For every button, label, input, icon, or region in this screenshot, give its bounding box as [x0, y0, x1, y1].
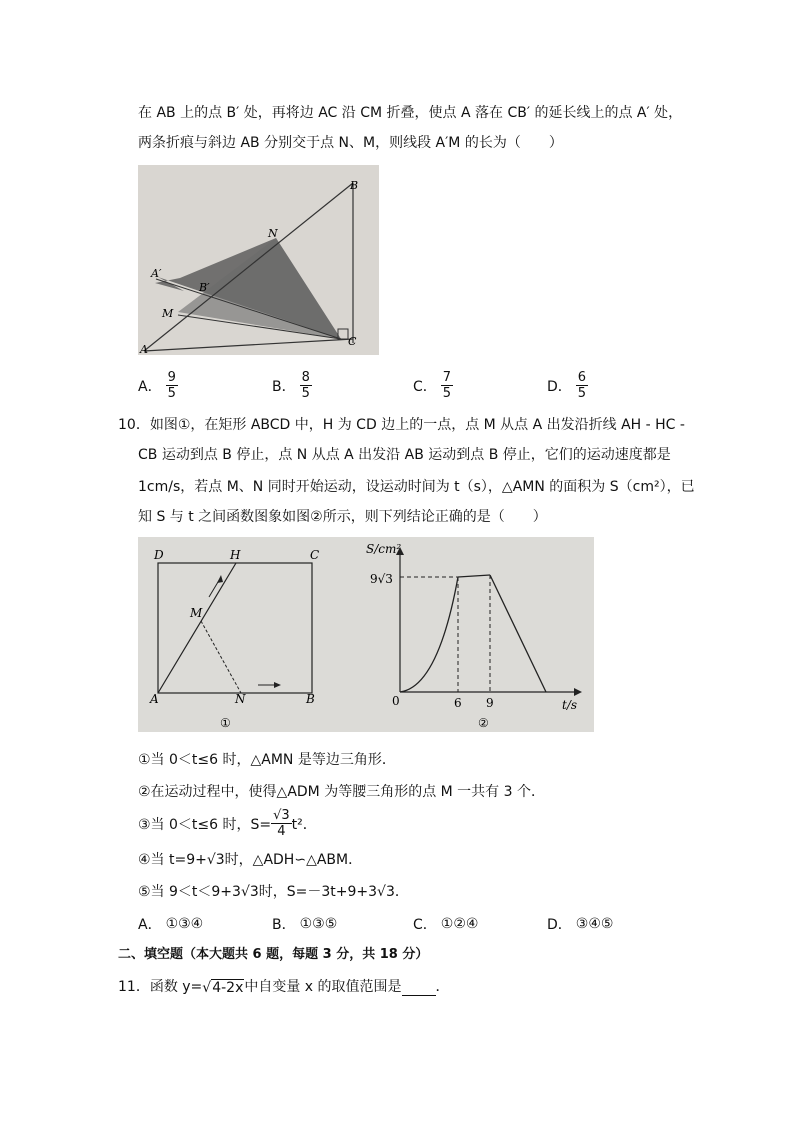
fig9-label-N: N	[268, 227, 278, 240]
fig9-label-A: A	[140, 343, 148, 355]
fig10-x-6: 6	[454, 696, 462, 710]
option-text: ①③⑤	[299, 916, 338, 932]
statement-3-head: ③当 0＜t≤6 时，S=	[138, 816, 272, 833]
statement-3-fraction: $\frac{√3}{4}$	[273, 808, 290, 839]
fig10-axis-y-label: S/cm²	[366, 542, 402, 556]
q10-statement-4: ④当 t=9+√3时，△ADH∽△ABM．	[138, 852, 363, 868]
fig10-caption-1: ①	[220, 716, 231, 730]
fig10-label-N: N	[235, 692, 246, 706]
option-letter: A．	[138, 917, 162, 933]
q10-figures	[138, 537, 594, 732]
option-letter: B．	[272, 378, 296, 395]
q9-option-c[interactable]	[413, 370, 453, 401]
option-text: ①③④	[165, 916, 204, 932]
fig10-caption-2: ②	[478, 716, 489, 730]
option-text: ③④⑤	[575, 916, 614, 932]
fig9-label-A-prime: A′	[151, 267, 162, 280]
fig10-y-value: 9√3	[370, 572, 393, 586]
q10-statement-3	[138, 808, 317, 839]
q10-text-line1: 10．如图①，在矩形 ABCD 中，H 为 CD 边上的一点，点 M 从点 A 出发沿折线 AH - HC -	[118, 417, 685, 433]
q9-option-a[interactable]	[138, 370, 178, 401]
option-letter: C．	[413, 378, 437, 395]
q11-mid: 中自变量 x 的取值范围是	[244, 979, 402, 995]
fig10-x-9: 9	[486, 696, 494, 710]
fig9-label-M: M	[162, 307, 174, 320]
q9-text-line2: 两条折痕与斜边 AB 分别交于点 N、M，则线段 A′M 的长为（ ）	[138, 135, 563, 151]
fig9-label-B: B	[350, 179, 359, 192]
option-fraction: $\frac{6}{5}$	[577, 370, 587, 401]
q9-option-d[interactable]	[547, 370, 588, 401]
q11-end: ．	[435, 979, 450, 995]
fig9-label-B-prime: B′	[199, 281, 210, 294]
section-2-title: 二、填空题（本大题共 6 题，每题 3 分，共 18 分）	[118, 947, 429, 962]
q11-answer-blank[interactable]	[402, 981, 436, 996]
option-letter: C．	[413, 917, 437, 933]
q10-option-c[interactable]	[413, 914, 478, 934]
q10-text-line2: CB 运动到点 B 停止，点 N 从点 A 出发沿 AB 运动到点 B 停止，它们的运动速度都是	[138, 447, 671, 463]
q11-head: 11．函数 y=	[118, 979, 203, 995]
q9-option-b[interactable]	[272, 370, 312, 401]
fig10-label-B: B	[306, 692, 315, 706]
fig10-label-C: C	[310, 548, 320, 562]
option-letter: A．	[138, 378, 162, 395]
option-text: ①②④	[440, 916, 479, 932]
q10-text-line3: 1cm/s，若点 M、N 同时开始运动，设运动时间为 t（s），△AMN 的面积为 S（cm²），已	[138, 479, 695, 495]
q11	[118, 976, 450, 996]
q10-option-a[interactable]	[138, 914, 203, 934]
fig10-origin: 0	[392, 694, 400, 708]
option-letter: D．	[547, 378, 572, 395]
fig9-label-C: C	[348, 335, 357, 348]
option-fraction: $\frac{9}{5}$	[167, 370, 176, 401]
fig10-axis-x-label: t/s	[562, 698, 578, 712]
option-fraction: $\frac{7}{5}$	[442, 370, 452, 401]
q10-option-b[interactable]	[272, 914, 337, 934]
q11-sqrt-content: 4-2x	[212, 980, 244, 996]
fig10-label-A: A	[150, 692, 159, 706]
q10-statement-1: ①当 0＜t≤6 时，△AMN 是等边三角形．	[138, 752, 396, 768]
q10-text-line4: 知 S 与 t 之间函数图象如图②所示，则下列结论正确的是（ ）	[138, 509, 547, 525]
option-letter: B．	[272, 917, 296, 933]
fig10-label-M: M	[190, 606, 203, 620]
sqrt-symbol: √	[202, 980, 212, 996]
q9-text-line1: 在 AB 上的点 B′ 处，再将边 AC 沿 CM 折叠，使点 A 落在 CB′ 的延长线上的点 A′ 处，	[138, 105, 683, 121]
option-letter: D．	[547, 917, 572, 933]
fig10-label-H: H	[230, 548, 241, 562]
q10-statement-2: ②在运动过程中，使得△ADM 为等腰三角形的点 M 一共有 3 个．	[138, 784, 545, 800]
statement-3-tail: t²．	[291, 816, 317, 833]
option-fraction: $\frac{8}{5}$	[301, 370, 310, 401]
q10-statement-5: ⑤当 9＜t＜9+3√3时，S=－3t+9+3√3．	[138, 884, 409, 900]
fig10-label-D: D	[154, 548, 164, 562]
q10-option-d[interactable]	[547, 914, 613, 934]
q9-figure	[138, 165, 379, 355]
